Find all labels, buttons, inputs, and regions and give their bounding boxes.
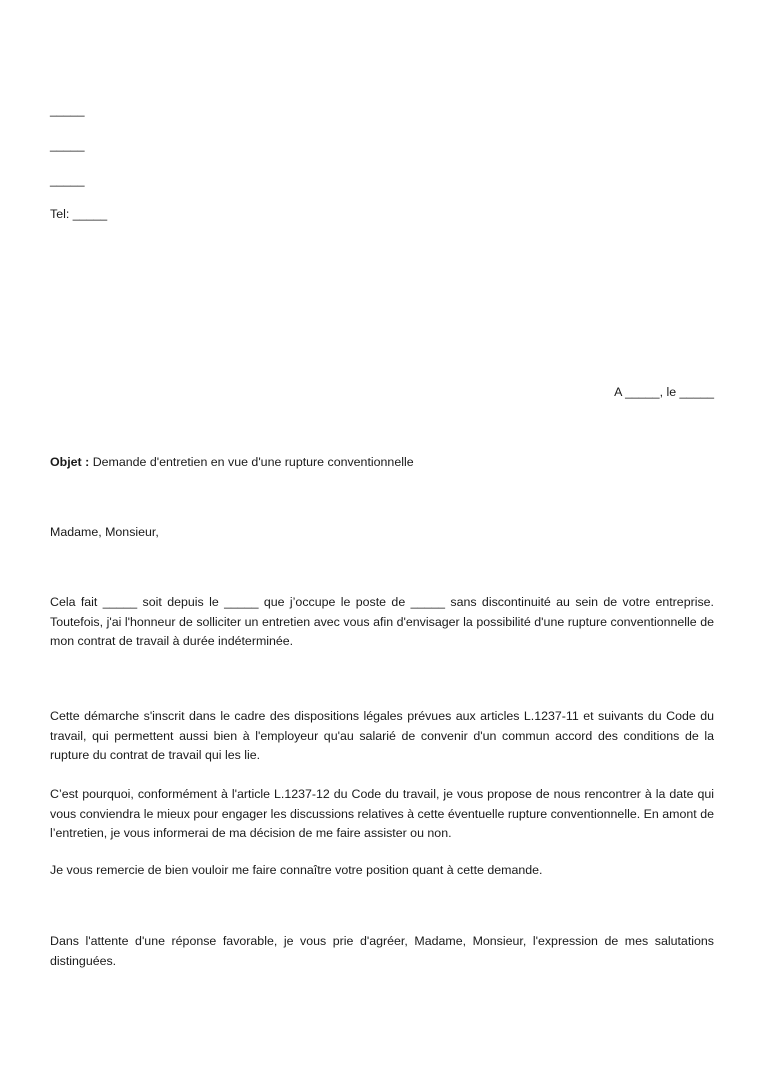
place-and-date: A _____, le _____ [614, 385, 714, 399]
sender-line-1: _____ [50, 103, 85, 117]
body-paragraph-4: Je vous remercie de bien vouloir me faire connaître votre position quant à cette demande. [50, 863, 543, 877]
sender-line-3: _____ [50, 173, 85, 187]
subject-text: Demande d'entretien en vue d'une rupture conventionnelle [89, 455, 414, 469]
subject-line [50, 455, 414, 470]
body-paragraph-3: C’est pourquoi, conformément à l'article L.1237-12 du Code du travail, je vous propose de nous rencontrer à la date qui vous conviendra le mieux pour engager les discussions relatives à cette éventuelle rupture conventionnelle. En amont de l’entretien, je vous informerai de ma décision de me faire assister ou non. [50, 787, 714, 840]
sender-tel: Tel: _____ [50, 207, 108, 221]
sender-line-2: _____ [50, 138, 85, 152]
closing-paragraph: Dans l'attente d'une réponse favorable, je vous prie d'agréer, Madame, Monsieur, l'expression de mes salutations distinguées. [50, 934, 714, 968]
body-paragraph-2: Cette démarche s'inscrit dans le cadre des dispositions légales prévues aux articles L.1237-11 et suivants du Code du travail, qui permettent aussi bien à l'employeur qu'au salarié de convenir d'un commun accord des conditions de la rupture du contrat de travail qui les lie. [50, 709, 714, 762]
subject-label: Objet : [50, 455, 90, 469]
body-paragraph-1: Cela fait _____ soit depuis le _____ que j’occupe le poste de _____ sans discontinuité au sein de votre entreprise. Toutefois, j'ai l'honneur de solliciter un entretien avec vous afin d'envisager la possibilité d'une rupture conventionnelle de mon contrat de travail à durée indéterminée. [50, 595, 714, 648]
salutation: Madame, Monsieur, [50, 525, 159, 539]
